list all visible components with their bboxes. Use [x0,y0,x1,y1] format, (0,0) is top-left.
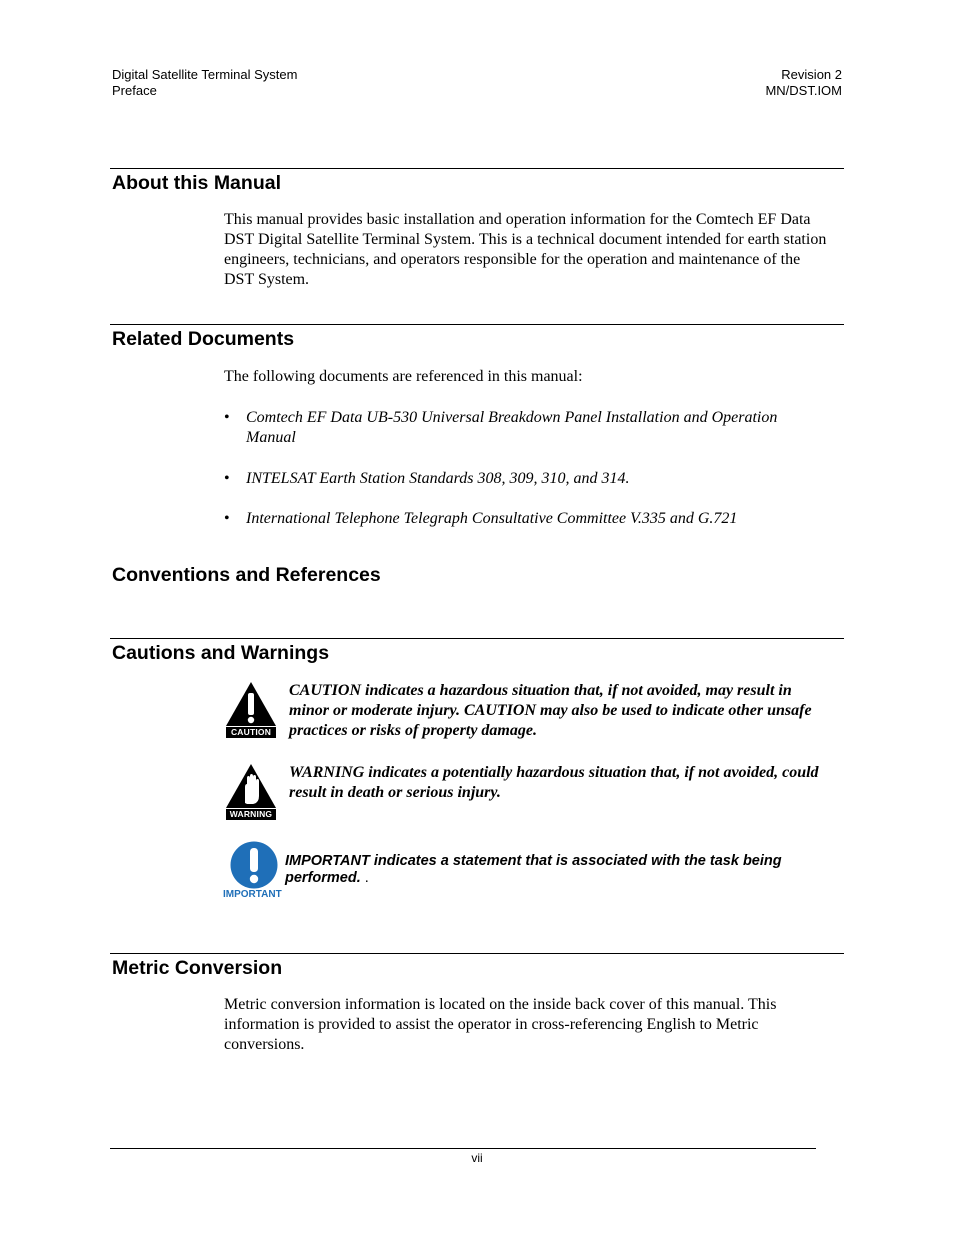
caution-icon [225,681,277,743]
bullet-marker: • [224,470,230,487]
section-heading-about: About this Manual [112,172,281,194]
page-header-right [765,67,842,99]
important-trailer: . [360,870,369,886]
section-divider [110,324,844,325]
bullet-marker: • [224,409,230,426]
list-item [224,509,824,529]
section-heading-related: Related Documents [112,328,295,350]
list-item-text: International Telephone Telegraph Consultative Committee V.335 and G.721 [246,510,738,527]
list-item-text: INTELSAT Earth Station Standards 308, 309, 310, and 314. [246,470,630,487]
list-item [224,408,824,448]
list-item [224,469,824,489]
warning-tag: WARNING [226,809,276,820]
warning-icon [225,763,277,825]
list-item-text: Comtech EF Data UB-530 Universal Breakdown Panel Installation and Operation Manual [246,409,778,446]
about-paragraph: This manual provides basic installation and operation information for the Comtech EF Data DST Digital Satellite Terminal System. This is a technical document intended for earth station engineers, technicians, and operators responsible for the operation and maintenance of the DST System. [224,211,827,288]
section-divider [110,953,844,954]
page-header-left [112,67,297,99]
caution-tag: CAUTION [226,727,276,738]
chapter-name: Preface [112,83,157,98]
document-title: Digital Satellite Terminal System [112,67,298,82]
section-divider [110,168,844,169]
related-intro: The following documents are referenced in this manual: [224,368,583,385]
page-number: vii [471,1151,483,1165]
metric-paragraph: Metric conversion information is located on the inside back cover of this manual. This information is provided to assist the operator in cross-referencing English to Metric conversions. [224,996,777,1053]
bullet-marker: • [224,510,230,527]
revision-label: Revision 2 [781,67,842,82]
warning-text: WARNING indicates a potentially hazardous situation that, if not avoided, could result in death or serious injury. [289,764,819,801]
important-tag: IMPORTANT [223,889,282,900]
important-note [285,853,830,887]
footer-divider [110,1148,816,1149]
section-divider [110,638,844,639]
section-heading-conventions: Conventions and References [112,564,381,586]
important-icon [223,841,285,903]
section-heading-cautions: Cautions and Warnings [112,642,330,664]
important-text: IMPORTANT indicates a statement that is associated with the task being performed. [285,853,782,886]
document-number: MN/DST.IOM [765,83,842,98]
section-heading-metric: Metric Conversion [112,957,283,979]
caution-text: CAUTION indicates a hazardous situation that, if not avoided, may result in minor or moderate injury. CAUTION may also be used to indicate other unsafe practices or risks of property damage. [289,682,812,739]
